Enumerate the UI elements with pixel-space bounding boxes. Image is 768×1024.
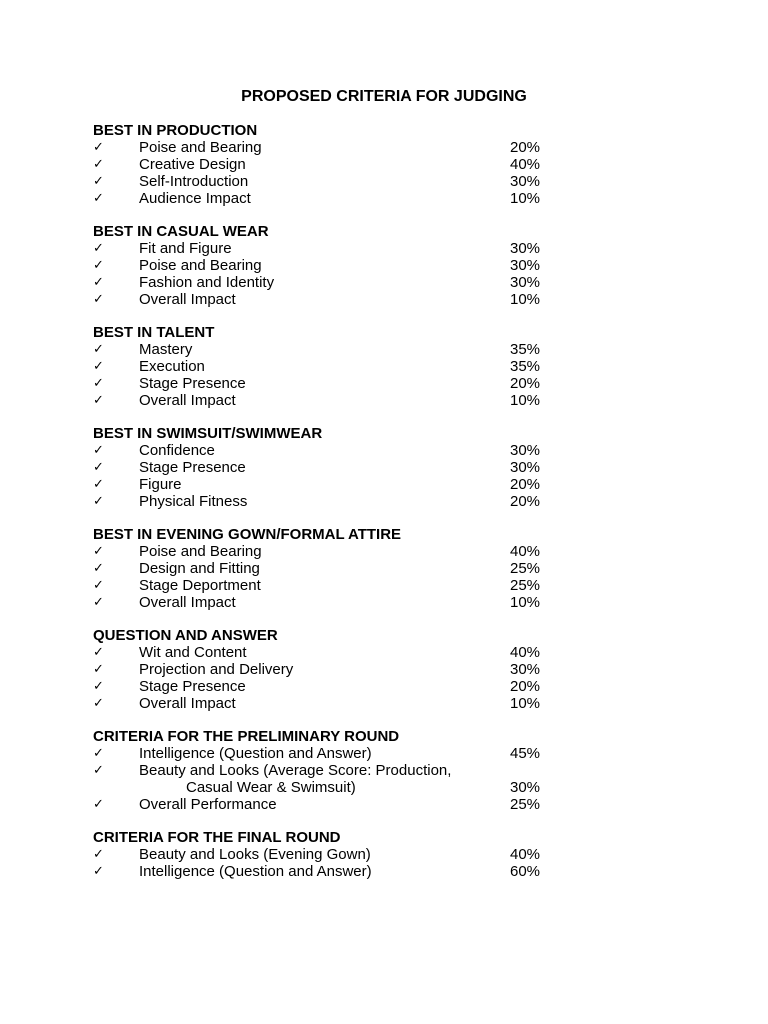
criteria-label-text: Beauty and Looks (Average Score: Production, (139, 762, 452, 779)
criteria-label-text: Confidence (139, 442, 215, 459)
criteria-label-text: Poise and Bearing (139, 257, 262, 274)
checkmark-icon: ✓ (93, 359, 104, 374)
criteria-percent: 20% (510, 139, 541, 156)
criteria-percent: 35% (510, 358, 541, 375)
criteria-percent: 20% (510, 375, 541, 392)
criteria-percent: 30% (510, 173, 541, 190)
criteria-label (139, 644, 247, 661)
criteria-percent: 30% (510, 661, 541, 678)
criteria-item (93, 139, 553, 156)
criteria-label-text: Intelligence (Question and Answer) (139, 863, 372, 880)
criteria-label (139, 156, 246, 173)
criteria-percent: 10% (510, 190, 541, 207)
checkmark-icon: ✓ (93, 460, 104, 475)
criteria-label (139, 392, 236, 409)
criteria-label (139, 291, 236, 308)
criteria-section (93, 728, 553, 813)
criteria-label (139, 661, 293, 678)
criteria-label-text: Fit and Figure (139, 240, 232, 257)
criteria-item (93, 577, 553, 594)
checkmark-icon: ✓ (93, 174, 104, 189)
criteria-label-text: Projection and Delivery (139, 661, 294, 678)
criteria-label-text: Overall Impact (139, 392, 236, 409)
criteria-label-text: Mastery (139, 341, 193, 358)
document-title: PROPOSED CRITERIA FOR JUDGING (241, 88, 527, 105)
criteria-label-text: Overall Impact (139, 695, 236, 712)
criteria-item (93, 156, 553, 173)
criteria-label (139, 594, 236, 611)
criteria-label-text: Stage Deportment (139, 577, 261, 594)
checkmark-icon: ✓ (93, 578, 104, 593)
checkmark-icon: ✓ (93, 696, 104, 711)
section-heading: BEST IN EVENING GOWN/FORMAL ATTIRE (93, 526, 402, 543)
criteria-label (139, 190, 251, 207)
criteria-item (93, 375, 553, 392)
criteria-percent: 10% (510, 594, 541, 611)
criteria-label-text: Stage Presence (139, 459, 246, 476)
criteria-section (93, 526, 553, 611)
section-heading: CRITERIA FOR THE PRELIMINARY ROUND (93, 728, 400, 745)
criteria-label (139, 577, 261, 594)
criteria-label-text: Audience Impact (139, 190, 251, 207)
criteria-item (93, 190, 553, 207)
criteria-item (93, 594, 553, 611)
criteria-label-text: Execution (139, 358, 205, 375)
criteria-item (93, 274, 553, 291)
section-heading: BEST IN TALENT (93, 324, 215, 341)
criteria-label (139, 139, 262, 156)
criteria-item (93, 661, 553, 678)
criteria-label-text: Wit and Content (139, 644, 247, 661)
criteria-label (139, 442, 215, 459)
criteria-label-text: Stage Presence (139, 678, 246, 695)
criteria-percent: 10% (510, 695, 541, 712)
criteria-percent: 30% (510, 779, 541, 796)
criteria-percent: 40% (510, 644, 541, 661)
checkmark-icon: ✓ (93, 342, 104, 357)
criteria-section (93, 627, 553, 712)
criteria-label (139, 476, 182, 493)
checkmark-icon: ✓ (93, 258, 104, 273)
criteria-label-text: Figure (139, 476, 182, 493)
criteria-percent: 35% (510, 341, 541, 358)
criteria-item (93, 173, 553, 190)
criteria-item (93, 644, 553, 661)
criteria-label (139, 459, 246, 476)
criteria-percent: 30% (510, 257, 541, 274)
criteria-label-text: Design and Fitting (139, 560, 260, 577)
section-heading: BEST IN CASUAL WEAR (93, 223, 269, 240)
checkmark-icon: ✓ (93, 847, 104, 862)
criteria-label-text: Poise and Bearing (139, 543, 262, 560)
criteria-percent: 10% (510, 291, 541, 308)
checkmark-icon: ✓ (93, 191, 104, 206)
criteria-label-text: Intelligence (Question and Answer) (139, 745, 372, 762)
criteria-label-text: Overall Impact (139, 594, 236, 611)
checkmark-icon: ✓ (93, 864, 104, 879)
criteria-item (93, 863, 553, 880)
checkmark-icon: ✓ (93, 292, 104, 307)
section-heading: CRITERIA FOR THE FINAL ROUND (93, 829, 341, 846)
checkmark-icon: ✓ (93, 797, 104, 812)
checkmark-icon: ✓ (93, 763, 104, 778)
criteria-label (139, 863, 372, 880)
criteria-label (139, 846, 371, 863)
criteria-label (139, 341, 192, 358)
criteria-item (93, 291, 553, 308)
criteria-label-text: Stage Presence (139, 375, 246, 392)
checkmark-icon: ✓ (93, 561, 104, 576)
criteria-percent: 45% (510, 745, 541, 762)
checkmark-icon: ✓ (93, 443, 104, 458)
criteria-section (93, 425, 553, 510)
criteria-item (93, 678, 553, 695)
criteria-label-continuation: Casual Wear & Swimsuit) (186, 779, 356, 796)
criteria-label (139, 745, 372, 762)
checkmark-icon: ✓ (93, 241, 104, 256)
checkmark-icon: ✓ (93, 662, 104, 677)
criteria-label-text: Overall Performance (139, 796, 277, 813)
criteria-percent: 30% (510, 240, 541, 257)
criteria-label (139, 274, 274, 291)
criteria-percent: 40% (510, 543, 541, 560)
checkmark-icon: ✓ (93, 157, 104, 172)
checkmark-icon: ✓ (93, 746, 104, 761)
section-heading: QUESTION AND ANSWER (93, 627, 278, 644)
criteria-section (93, 122, 553, 207)
criteria-label (139, 560, 260, 577)
checkmark-icon: ✓ (93, 494, 104, 509)
criteria-item (93, 459, 553, 476)
criteria-item (93, 695, 553, 712)
criteria-item (93, 560, 553, 577)
criteria-label (139, 543, 262, 560)
criteria-label (139, 796, 277, 813)
criteria-label (139, 240, 232, 257)
criteria-label (139, 257, 262, 274)
criteria-percent: 25% (510, 796, 541, 813)
criteria-percent: 30% (510, 442, 541, 459)
criteria-label-text: Poise and Bearing (139, 139, 262, 156)
criteria-item (93, 745, 553, 762)
criteria-label-text: Physical Fitness (139, 493, 248, 510)
criteria-label-text: Overall Impact (139, 291, 236, 308)
criteria-item (93, 476, 553, 493)
criteria-item (93, 543, 553, 560)
criteria-item (93, 493, 553, 510)
criteria-label (139, 678, 246, 695)
criteria-percent: 10% (510, 392, 541, 409)
criteria-label (139, 173, 248, 190)
section-heading: BEST IN PRODUCTION (93, 122, 258, 139)
checkmark-icon: ✓ (93, 679, 104, 694)
checkmark-icon: ✓ (93, 275, 104, 290)
criteria-label-text: Creative Design (139, 156, 246, 173)
criteria-label (139, 375, 246, 392)
criteria-percent: 20% (510, 678, 541, 695)
criteria-label (139, 762, 451, 796)
criteria-item (93, 796, 553, 813)
checkmark-icon: ✓ (93, 393, 104, 408)
criteria-section (93, 324, 553, 409)
criteria-item (93, 762, 553, 796)
criteria-percent: 40% (510, 846, 541, 863)
criteria-item (93, 341, 553, 358)
checkmark-icon: ✓ (93, 544, 104, 559)
criteria-percent: 30% (510, 459, 541, 476)
criteria-item (93, 442, 553, 459)
criteria-section (93, 829, 553, 880)
checkmark-icon: ✓ (93, 140, 104, 155)
section-heading: BEST IN SWIMSUIT/SWIMWEAR (93, 425, 323, 442)
criteria-label-text: Fashion and Identity (139, 274, 275, 291)
checkmark-icon: ✓ (93, 645, 104, 660)
criteria-percent: 25% (510, 577, 541, 594)
criteria-item (93, 846, 553, 863)
criteria-list (93, 122, 553, 896)
criteria-item (93, 257, 553, 274)
criteria-label (139, 493, 247, 510)
criteria-label (139, 695, 236, 712)
criteria-item (93, 358, 553, 375)
criteria-item (93, 240, 553, 257)
criteria-label (139, 358, 205, 375)
criteria-label-text: Beauty and Looks (Evening Gown) (139, 846, 371, 863)
criteria-section (93, 223, 553, 308)
checkmark-icon: ✓ (93, 595, 104, 610)
criteria-percent: 20% (510, 476, 541, 493)
criteria-percent: 30% (510, 274, 541, 291)
criteria-label-text: Self-Introduction (139, 173, 249, 190)
criteria-percent: 20% (510, 493, 541, 510)
criteria-item (93, 392, 553, 409)
criteria-percent: 40% (510, 156, 541, 173)
criteria-percent: 60% (510, 863, 541, 880)
criteria-percent: 25% (510, 560, 541, 577)
checkmark-icon: ✓ (93, 376, 104, 391)
checkmark-icon: ✓ (93, 477, 104, 492)
